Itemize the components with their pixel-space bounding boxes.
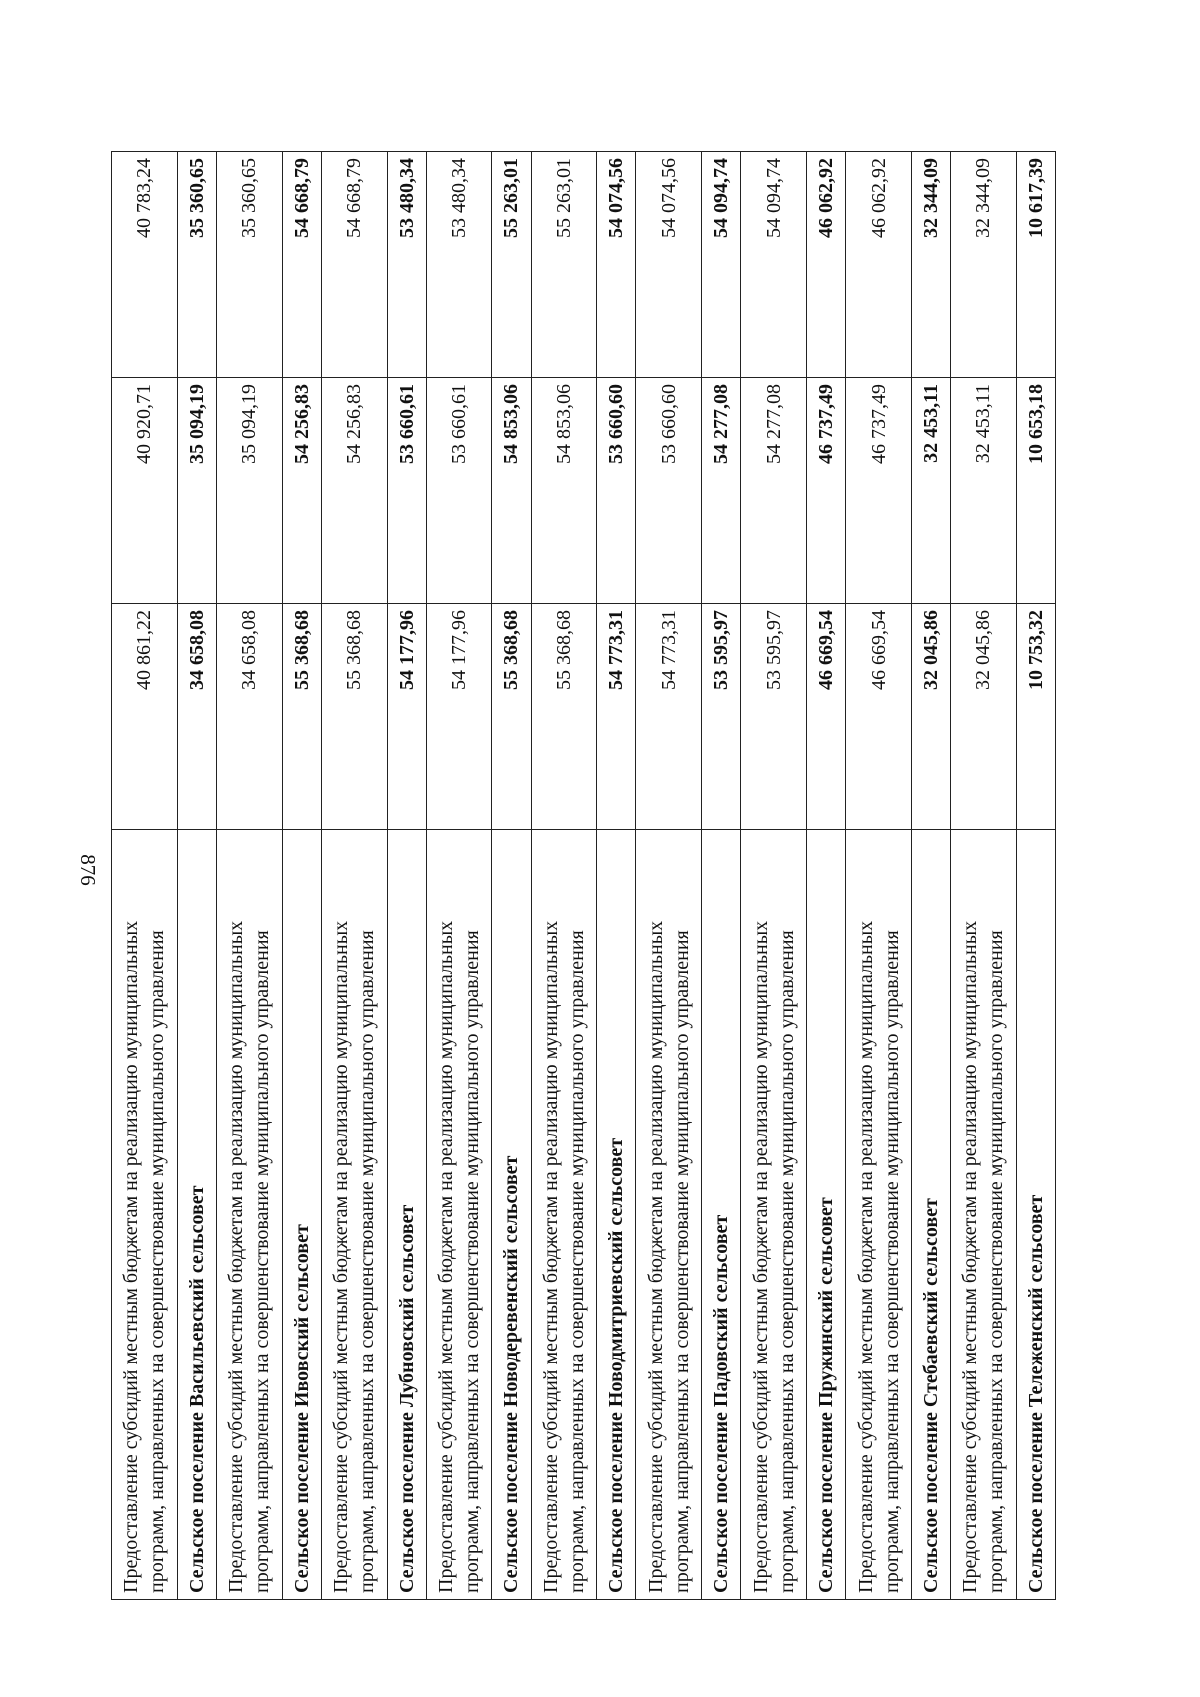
value-cell-3: 54 668,79 <box>282 152 321 378</box>
settlement-row <box>597 152 636 1600</box>
value-cell-3: 10 617,39 <box>1016 152 1055 378</box>
value-cell-1: 34 658,08 <box>216 604 282 830</box>
subsidy-row <box>951 152 1017 1600</box>
value-cell-3: 32 344,09 <box>951 152 1017 378</box>
subsidy-row <box>321 152 387 1600</box>
value-cell-1: 10 753,32 <box>1016 604 1055 830</box>
row-name-cell: Сельское поселение Новодеревенский сельсовет <box>492 830 531 1600</box>
value-cell-3: 54 074,56 <box>636 152 702 378</box>
value-cell-1: 55 368,68 <box>282 604 321 830</box>
row-name-cell: Предоставление субсидий местным бюджетам на реализацию муниципальных программ, направленных на совершенствование муниципального управления <box>846 830 912 1600</box>
value-cell-3: 54 094,74 <box>741 152 807 378</box>
settlement-row <box>807 152 846 1600</box>
value-cell-3: 35 360,65 <box>216 152 282 378</box>
row-name-cell: Предоставление субсидий местным бюджетам на реализацию муниципальных программ, направленных на совершенствование муниципального управления <box>636 830 702 1600</box>
value-cell-1: 55 368,68 <box>321 604 387 830</box>
row-name-cell: Предоставление субсидий местным бюджетам на реализацию муниципальных программ, направленных на совершенствование муниципального управления <box>216 830 282 1600</box>
subsidy-row <box>636 152 702 1600</box>
value-cell-3: 55 263,01 <box>531 152 597 378</box>
settlement-row <box>177 152 216 1600</box>
value-cell-3: 54 668,79 <box>321 152 387 378</box>
value-cell-2: 32 453,11 <box>911 378 950 604</box>
value-cell-3: 53 480,34 <box>426 152 492 378</box>
value-cell-1: 54 773,31 <box>597 604 636 830</box>
value-cell-1: 34 658,08 <box>177 604 216 830</box>
row-name-cell: Сельское поселение Васильевский сельсовет <box>177 830 216 1600</box>
page-number: 876 <box>76 854 100 886</box>
subsidy-row <box>531 152 597 1600</box>
budget-table-body <box>112 152 1056 1600</box>
value-cell-2: 46 737,49 <box>846 378 912 604</box>
subsidy-row <box>426 152 492 1600</box>
value-cell-3: 53 480,34 <box>387 152 426 378</box>
row-name-cell: Сельское поселение Новодмитриевский сельсовет <box>597 830 636 1600</box>
value-cell-1: 46 669,54 <box>846 604 912 830</box>
row-name-cell: Сельское поселение Падовский сельсовет <box>702 830 741 1600</box>
value-cell-2: 54 853,06 <box>492 378 531 604</box>
value-cell-1: 40 861,22 <box>112 604 178 830</box>
value-cell-2: 40 920,71 <box>112 378 178 604</box>
value-cell-2: 10 653,18 <box>1016 378 1055 604</box>
value-cell-1: 54 177,96 <box>387 604 426 830</box>
value-cell-2: 54 853,06 <box>531 378 597 604</box>
value-cell-3: 54 074,56 <box>597 152 636 378</box>
value-cell-3: 54 094,74 <box>702 152 741 378</box>
value-cell-2: 54 256,83 <box>282 378 321 604</box>
value-cell-3: 40 783,24 <box>112 152 178 378</box>
value-cell-2: 54 277,08 <box>741 378 807 604</box>
row-name-cell: Предоставление субсидий местным бюджетам на реализацию муниципальных программ, направленных на совершенствование муниципального управления <box>951 830 1017 1600</box>
value-cell-2: 53 660,61 <box>387 378 426 604</box>
value-cell-3: 35 360,65 <box>177 152 216 378</box>
subsidy-row <box>216 152 282 1600</box>
value-cell-3: 46 062,92 <box>807 152 846 378</box>
value-cell-3: 46 062,92 <box>846 152 912 378</box>
value-cell-2: 35 094,19 <box>216 378 282 604</box>
row-name-cell: Сельское поселение Тележенский сельсовет <box>1016 830 1055 1600</box>
value-cell-2: 46 737,49 <box>807 378 846 604</box>
row-name-cell: Предоставление субсидий местным бюджетам на реализацию муниципальных программ, направленных на совершенствование муниципального управления <box>426 830 492 1600</box>
settlement-row <box>702 152 741 1600</box>
rotated-table-container <box>111 152 1056 1600</box>
settlement-row <box>1016 152 1055 1600</box>
value-cell-2: 35 094,19 <box>177 378 216 604</box>
row-name-cell: Предоставление субсидий местным бюджетам на реализацию муниципальных программ, направленных на совершенствование муниципального управления <box>741 830 807 1600</box>
value-cell-1: 46 669,54 <box>807 604 846 830</box>
subsidy-row <box>741 152 807 1600</box>
row-name-cell: Предоставление субсидий местным бюджетам на реализацию муниципальных программ, направленных на совершенствование муниципального управления <box>321 830 387 1600</box>
value-cell-1: 32 045,86 <box>911 604 950 830</box>
value-cell-2: 54 277,08 <box>702 378 741 604</box>
subsidy-row <box>112 152 178 1600</box>
value-cell-1: 53 595,97 <box>741 604 807 830</box>
value-cell-1: 55 368,68 <box>531 604 597 830</box>
value-cell-3: 32 344,09 <box>911 152 950 378</box>
row-name-cell: Сельское поселение Ивовский сельсовет <box>282 830 321 1600</box>
value-cell-2: 53 660,61 <box>426 378 492 604</box>
budget-table <box>111 151 1056 1600</box>
settlement-row <box>282 152 321 1600</box>
value-cell-2: 54 256,83 <box>321 378 387 604</box>
value-cell-1: 53 595,97 <box>702 604 741 830</box>
settlement-row <box>492 152 531 1600</box>
value-cell-2: 32 453,11 <box>951 378 1017 604</box>
value-cell-1: 55 368,68 <box>492 604 531 830</box>
settlement-row <box>911 152 950 1600</box>
value-cell-1: 32 045,86 <box>951 604 1017 830</box>
value-cell-3: 55 263,01 <box>492 152 531 378</box>
value-cell-2: 53 660,60 <box>636 378 702 604</box>
row-name-cell: Сельское поселение Пружинский сельсовет <box>807 830 846 1600</box>
subsidy-row <box>846 152 912 1600</box>
row-name-cell: Сельское поселение Лубновский сельсовет <box>387 830 426 1600</box>
row-name-cell: Сельское поселение Стебаевский сельсовет <box>911 830 950 1600</box>
value-cell-2: 53 660,60 <box>597 378 636 604</box>
value-cell-1: 54 773,31 <box>636 604 702 830</box>
settlement-row <box>387 152 426 1600</box>
row-name-cell: Предоставление субсидий местным бюджетам на реализацию муниципальных программ, направленных на совершенствование муниципального управления <box>112 830 178 1600</box>
value-cell-1: 54 177,96 <box>426 604 492 830</box>
row-name-cell: Предоставление субсидий местным бюджетам на реализацию муниципальных программ, направленных на совершенствование муниципального управления <box>531 830 597 1600</box>
